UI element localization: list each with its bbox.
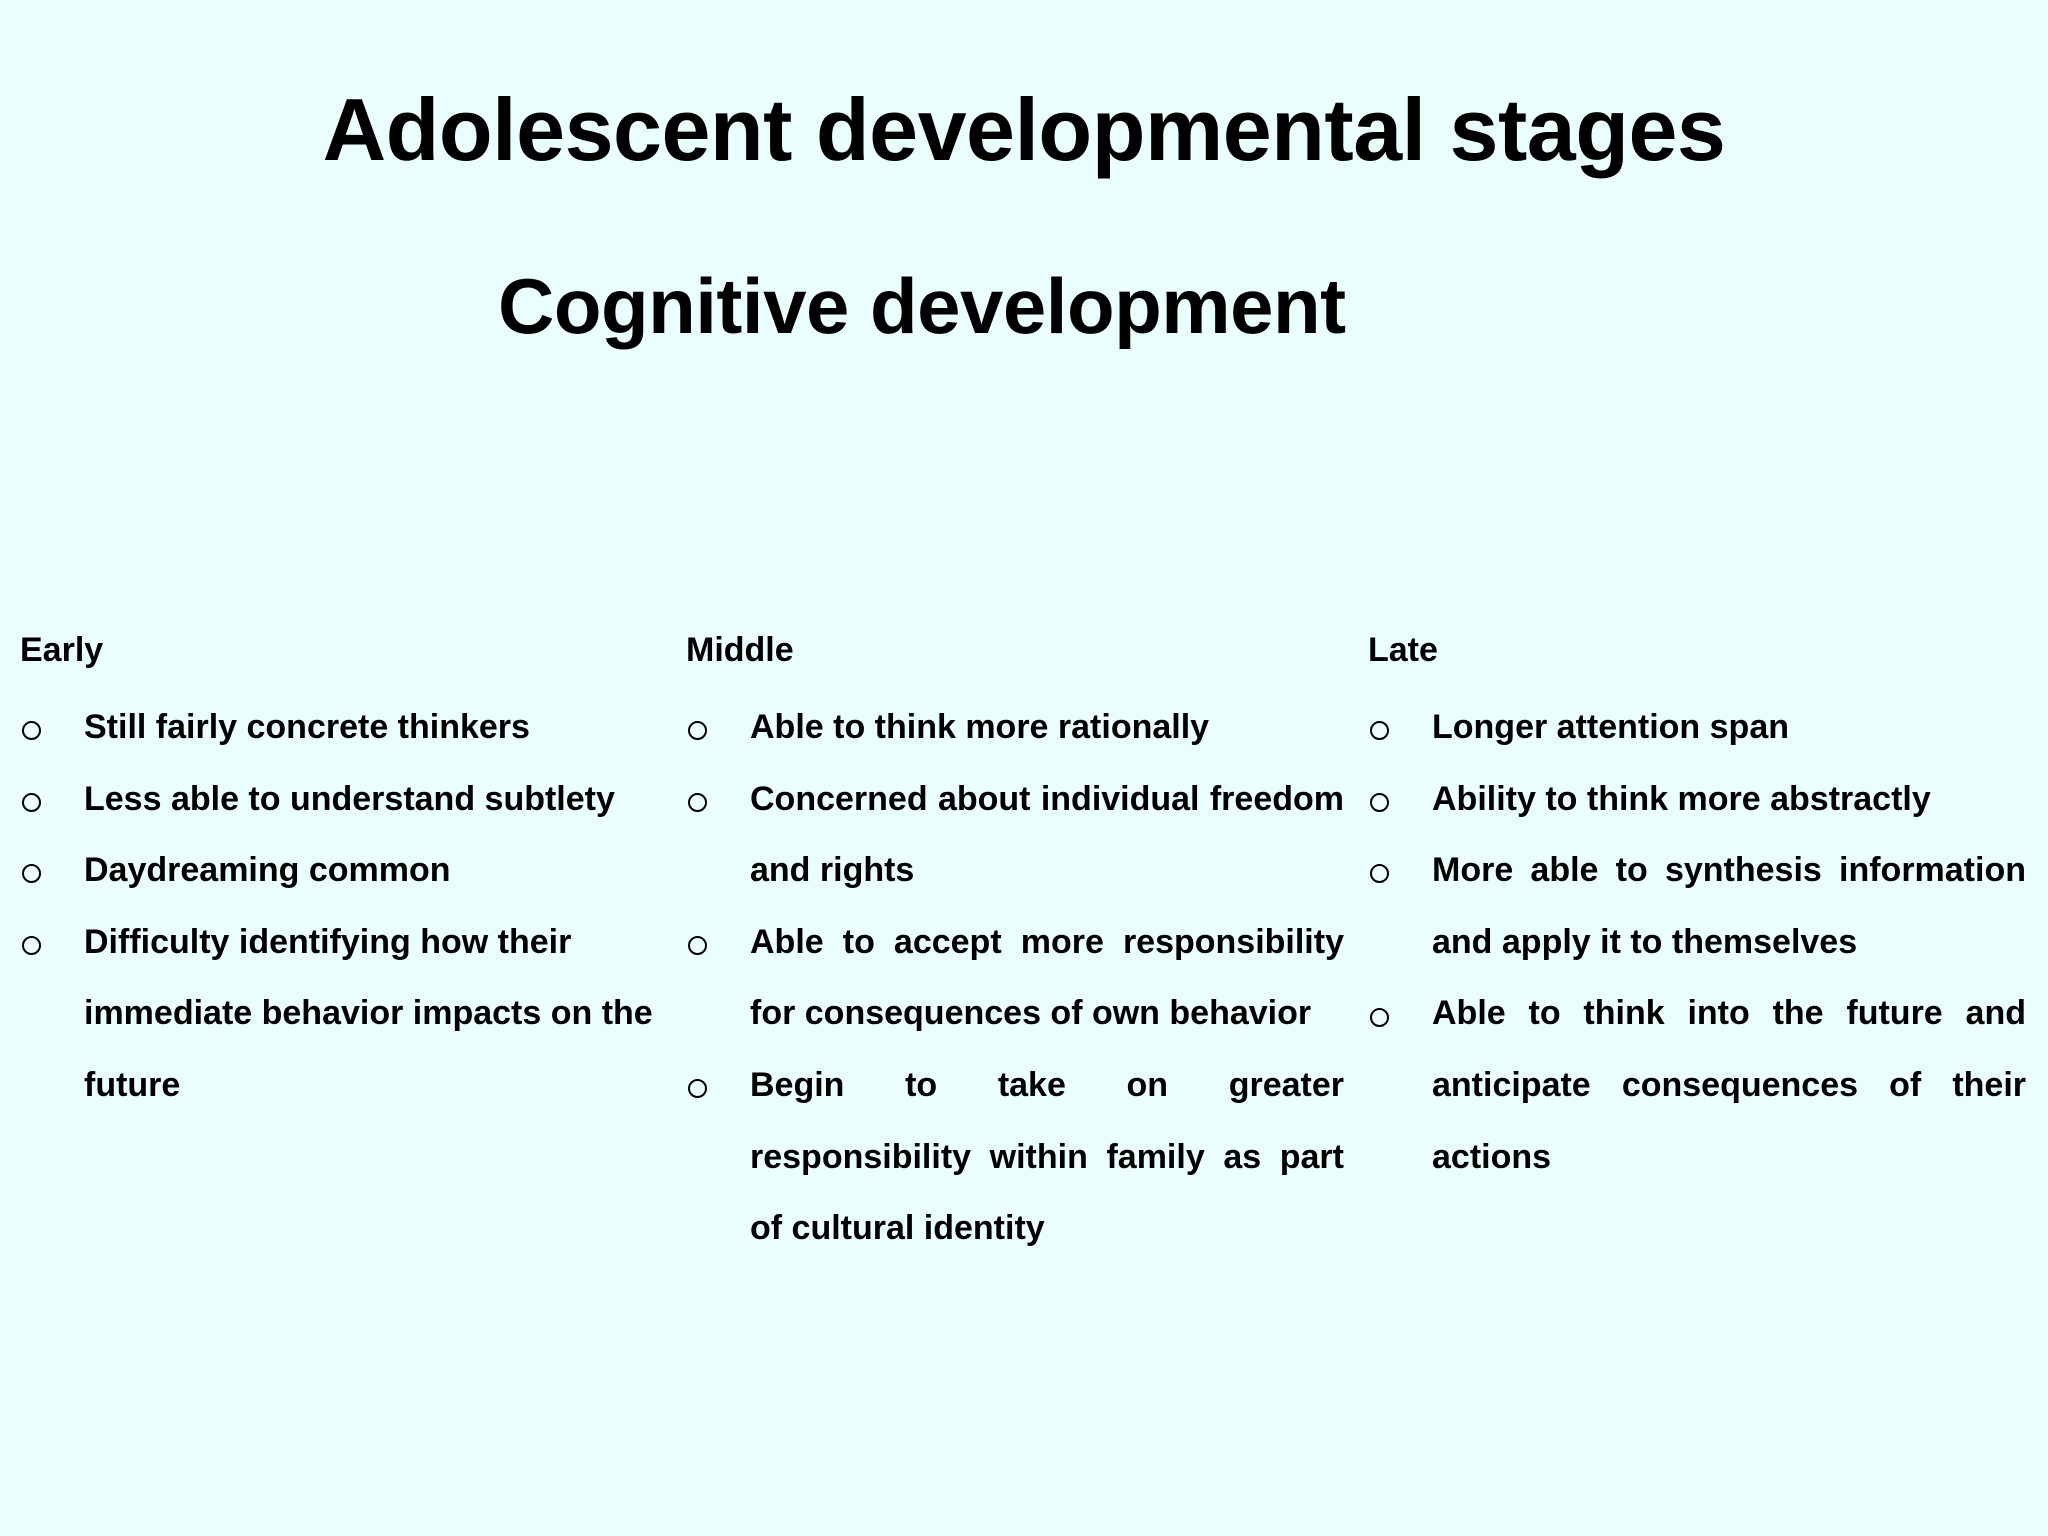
list-item: [20, 835, 672, 907]
circle-bullet-icon: [1370, 978, 1392, 1050]
column-header-late: Late: [1368, 631, 1438, 669]
slide-subtitle: Cognitive development: [498, 262, 1346, 350]
list-item: [1368, 764, 2026, 836]
list-item-text: Able to think into the future and anticipate consequences of their actions: [1432, 994, 2026, 1176]
bullet-list-late: [1368, 692, 2026, 1193]
list-item-text: Concerned about individual freedom and rights: [750, 779, 1344, 890]
list-item: [1368, 835, 2026, 978]
circle-bullet-icon: [1370, 835, 1392, 907]
column-late: [1368, 620, 2026, 1193]
column-header-middle: Middle: [686, 631, 794, 669]
list-item-text: Still fairly concrete thinkers: [84, 708, 530, 746]
column-header-early: Early: [20, 631, 104, 669]
circle-bullet-icon: [688, 907, 710, 979]
list-item-text: Difficulty identifying how their immediate behavior impacts on the future: [84, 922, 653, 1104]
circle-bullet-icon: [688, 1050, 710, 1122]
list-item: [686, 764, 1344, 907]
list-item: [686, 1050, 1344, 1265]
list-item-text: Ability to think more abstractly: [1432, 779, 1931, 818]
circle-bullet-icon: [22, 692, 44, 764]
list-item-text: Daydreaming common: [84, 851, 451, 890]
column-early: [20, 620, 672, 1122]
list-item: [686, 907, 1344, 1050]
circle-bullet-icon: [1370, 692, 1392, 764]
list-item: [20, 692, 672, 764]
list-item: [20, 764, 672, 836]
list-item: [20, 907, 672, 1122]
list-item-text: More able to synthesis information and apply it to themselves: [1432, 851, 2026, 961]
list-item-text: Begin to take on greater responsibility within family as part of cultural identity: [750, 1065, 1344, 1248]
circle-bullet-icon: [22, 907, 44, 979]
list-item: [1368, 692, 2026, 764]
slide-title: Adolescent developmental stages: [322, 80, 1726, 179]
list-item-text: Less able to understand subtlety: [84, 779, 615, 818]
list-item-text: Able to think more rationally: [750, 708, 1210, 746]
column-middle: [686, 620, 1344, 1265]
circle-bullet-icon: [22, 835, 44, 907]
circle-bullet-icon: [22, 764, 44, 836]
list-item-text: Longer attention span: [1432, 708, 1789, 746]
circle-bullet-icon: [1370, 764, 1392, 836]
bullet-list-early: [20, 692, 672, 1122]
list-item: [1368, 978, 2026, 1193]
list-item-text: Able to accept more responsibility for consequences of own behavior: [750, 922, 1344, 1033]
circle-bullet-icon: [688, 692, 710, 764]
bullet-list-middle: [686, 692, 1344, 1265]
circle-bullet-icon: [688, 764, 710, 836]
list-item: [686, 692, 1344, 764]
